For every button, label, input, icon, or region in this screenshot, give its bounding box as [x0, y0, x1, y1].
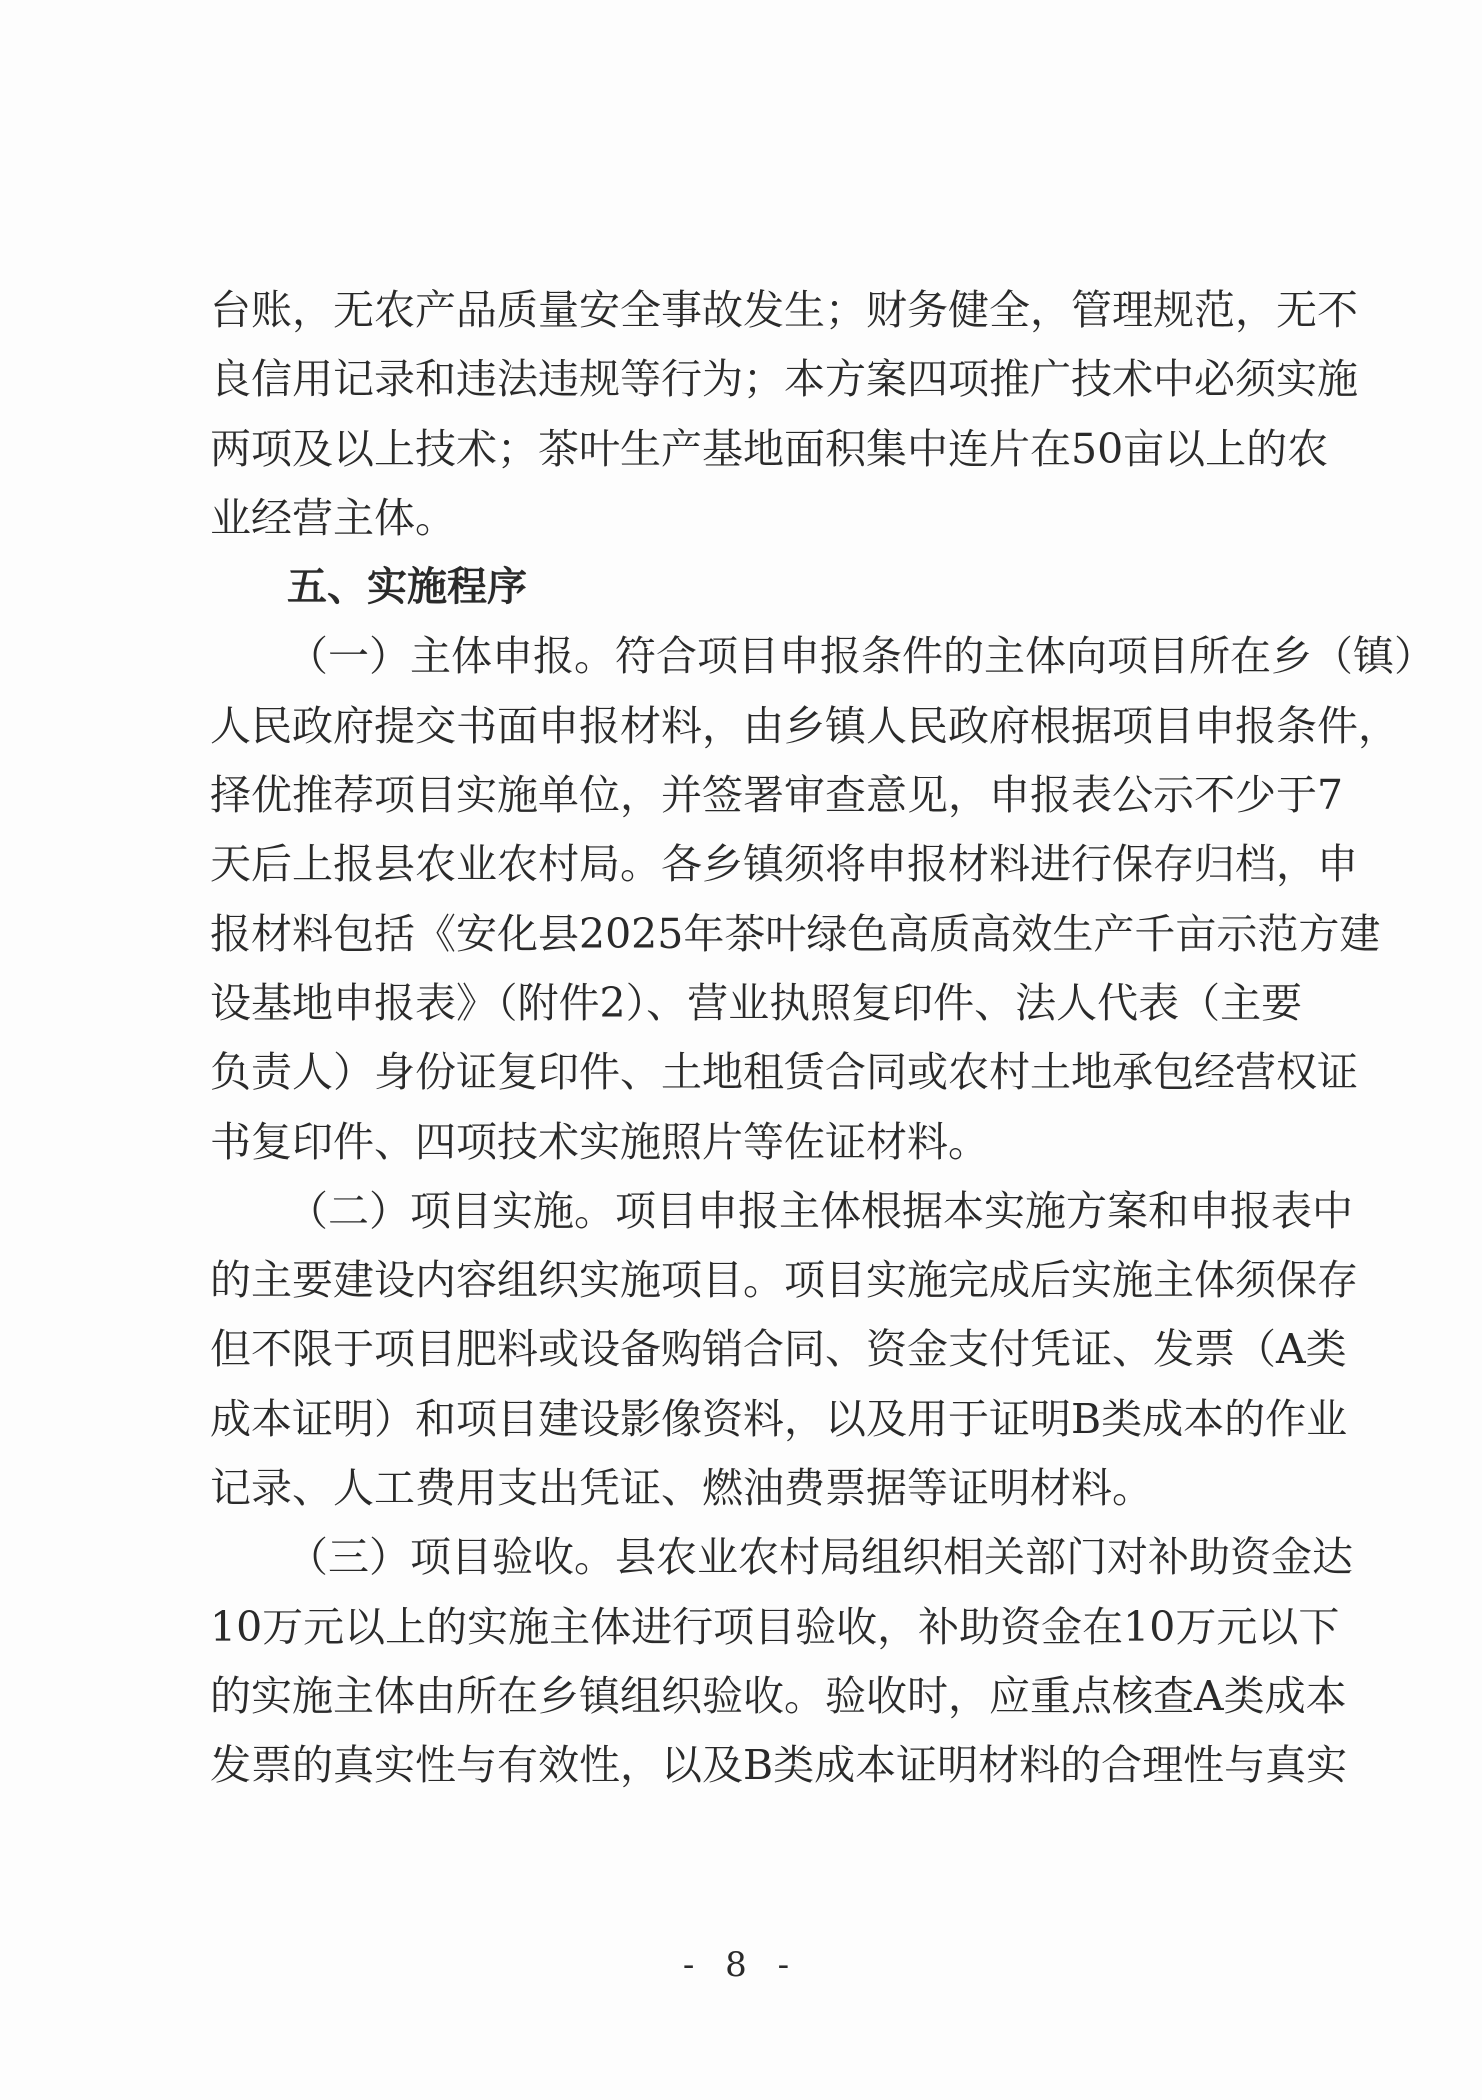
paragraph-line: 业经营主体。 — [210, 493, 456, 542]
paragraph-line: 负责人）身份证复印件、土地租赁合同或农村土地承包经营权证 — [210, 1048, 1358, 1097]
paragraph-line: 良信用记录和违法违规等行为；本方案四项推广技术中必须实施 — [210, 355, 1358, 404]
paragraph-line: 发票的真实性与有效性，以及B类成本证明材料的合理性与真实 — [210, 1741, 1348, 1790]
paragraph-line: 择优推荐项目实施单位，并签署审查意见，申报表公示不少于7 — [210, 771, 1344, 820]
page-number: - 8 - — [682, 1945, 800, 1985]
paragraph-line: 天后上报县农业农村局。各乡镇须将申报材料进行保存归档，申 — [210, 840, 1358, 889]
paragraph-line: 人民政府提交书面申报材料，由乡镇人民政府根据项目申报条件， — [210, 701, 1399, 750]
paragraph-line: 台账，无农产品质量安全事故发生；财务健全，管理规范，无不 — [210, 286, 1358, 334]
paragraph-line: 的主要建设内容组织实施项目。项目实施完成后实施主体须保存 — [210, 1256, 1358, 1305]
paragraph-line: 10万元以上的实施主体进行项目验收，补助资金在10万元以下 — [210, 1602, 1340, 1651]
paragraph-line: 但不限于项目肥料或设备购销合同、资金支付凭证、发票（A类 — [210, 1325, 1347, 1374]
paragraph-line: 两项及以上技术；茶叶生产基地面积集中连片在50亩以上的农 — [210, 424, 1329, 473]
paragraph-line: 的实施主体由所在乡镇组织验收。验收时，应重点核查A类成本 — [210, 1671, 1347, 1720]
paragraph-line: 成本证明）和项目建设影像资料，以及用于证明B类成本的作业 — [210, 1394, 1348, 1443]
paragraph-line: （二）项目实施。项目申报主体根据本实施方案和申报表中 — [287, 1186, 1353, 1235]
document-body — [210, 276, 1435, 1801]
paragraph-line: （一）主体申报。符合项目申报条件的主体向项目所在乡（镇） — [287, 632, 1435, 681]
paragraph-line: 记录、人工费用支出凭证、燃油费票据等证明材料。 — [210, 1464, 1153, 1513]
paragraph-line: （三）项目验收。县农业农村局组织相关部门对补助资金达 — [287, 1533, 1353, 1582]
paragraph-line: 设基地申报表》（附件2）、营业执照复印件、法人代表（主要 — [210, 978, 1303, 1027]
section-heading: 五、实施程序 — [287, 564, 527, 611]
paragraph-line: 报材料包括《安化县2025年茶叶绿色高质高效生产千亩示范方建 — [210, 909, 1381, 958]
paragraph-line: 书复印件、四项技术实施照片等佐证材料。 — [210, 1117, 989, 1166]
